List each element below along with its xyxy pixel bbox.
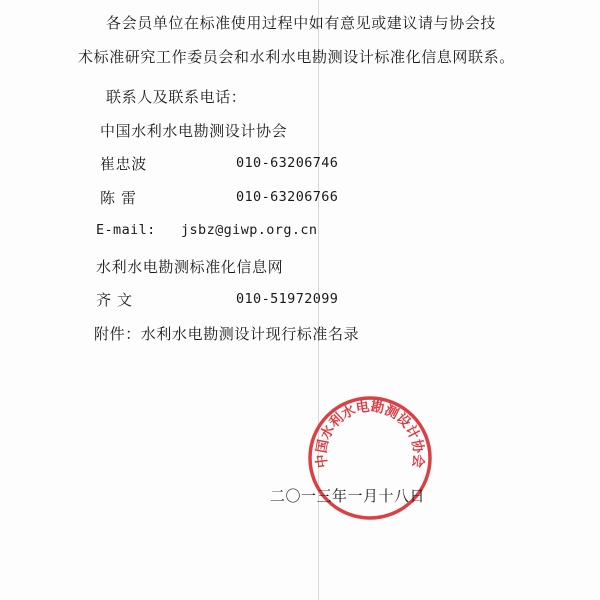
seal-text: 中国水利水电勘测设计协会 bbox=[313, 398, 427, 469]
contact-2-name: 陈 雷 bbox=[100, 189, 137, 207]
contact-1-phone: 010-63206746 bbox=[236, 155, 339, 171]
attachment-line: 附件：水利水电勘测设计现行标准名录 bbox=[94, 325, 360, 343]
contact-2-phone: 010-63206766 bbox=[236, 189, 339, 205]
network-contact-phone: 010-51972099 bbox=[236, 291, 339, 307]
network-contact-name: 齐 文 bbox=[96, 291, 133, 309]
issue-date: 二〇一三年一月十八日 bbox=[270, 487, 426, 505]
contact-1-name: 崔忠波 bbox=[100, 155, 147, 173]
email-label: E-mail: bbox=[96, 222, 156, 238]
paragraph-line-2: 术标准研究工作委员会和水利水电勘测设计标准化信息网联系。 bbox=[78, 48, 515, 66]
paragraph-line-1: 各会员单位在标准使用过程中如有意见或建议请与协会技 bbox=[106, 14, 497, 32]
contact-heading: 联系人及联系电话： bbox=[106, 88, 247, 106]
email-address: jsbz@giwp.org.cn bbox=[181, 222, 318, 238]
network-name: 水利水电勘测标准化信息网 bbox=[96, 258, 284, 276]
association-name: 中国水利水电勘测设计协会 bbox=[100, 122, 288, 140]
